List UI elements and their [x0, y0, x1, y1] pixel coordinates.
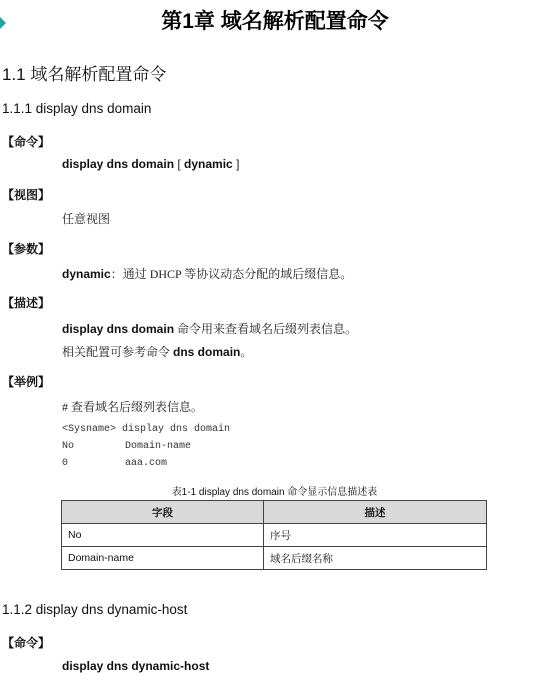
table-header: 字段 — [62, 501, 264, 524]
subsection-title: 1.1.2 display dns dynamic-host — [2, 602, 188, 617]
param-name: dynamic — [62, 267, 111, 281]
param-text: ：通过 DHCP 等协议动态分配的域后缀信息。 — [110, 267, 353, 281]
command-param: dynamic — [184, 157, 233, 171]
code-col-2: Domain-name — [125, 441, 192, 452]
desc-tag: 【描述】 — [2, 296, 51, 310]
view-text: 任意视图 — [62, 212, 111, 226]
code-line — [62, 441, 192, 452]
section-title: 1.1 域名解析配置命令 — [2, 65, 167, 84]
desc-line — [62, 320, 357, 337]
subsection-title: 1.1.1 display dns domain — [2, 101, 152, 116]
command-tag: 【命令】 — [2, 636, 51, 650]
code-text: <Sysname> display dns domain — [62, 424, 231, 435]
table-caption: 表1-1 display dns domain 命令显示信息描述表 — [171, 487, 378, 498]
table-cell: 域名后缀名称 — [264, 547, 487, 570]
param-tag: 【参数】 — [2, 242, 51, 256]
related-line — [62, 343, 252, 360]
code-col-1: No — [62, 441, 75, 452]
desc-text: 命令用来查看域名后缀列表信息。 — [174, 322, 358, 336]
desc-command: display dns domain — [62, 322, 175, 336]
table-cell: No — [62, 524, 264, 547]
table-header-row — [62, 501, 487, 524]
chapter-title: 第1章 域名解析配置命令 — [161, 10, 389, 33]
example-tag: 【举例】 — [2, 375, 51, 389]
code-col-2: aaa.com — [125, 458, 168, 469]
table-row — [62, 547, 487, 570]
example-intro: # 查看域名后缀列表信息。 — [62, 400, 204, 414]
table-row — [62, 524, 487, 547]
related-end: 。 — [240, 345, 253, 359]
command-bracket-open: [ — [174, 157, 185, 171]
related-text: 相关配置可参考命令 — [62, 345, 174, 359]
command-bracket-close: ] — [232, 157, 240, 171]
command-syntax — [62, 659, 209, 674]
table-cell: Domain-name — [62, 547, 264, 570]
code-line — [62, 458, 168, 469]
table-cell: 序号 — [264, 524, 487, 547]
command-name: display dns dynamic-host — [62, 659, 210, 673]
command-name: display dns domain — [62, 157, 175, 171]
code-line — [62, 424, 230, 435]
command-syntax — [62, 157, 239, 172]
view-tag: 【视图】 — [2, 188, 51, 202]
table-header: 描述 — [264, 501, 487, 524]
param-description — [62, 265, 352, 282]
code-col-1: 0 — [62, 458, 69, 469]
related-command: dns domain — [173, 345, 241, 359]
command-tag: 【命令】 — [2, 135, 51, 149]
description-table — [61, 500, 487, 570]
